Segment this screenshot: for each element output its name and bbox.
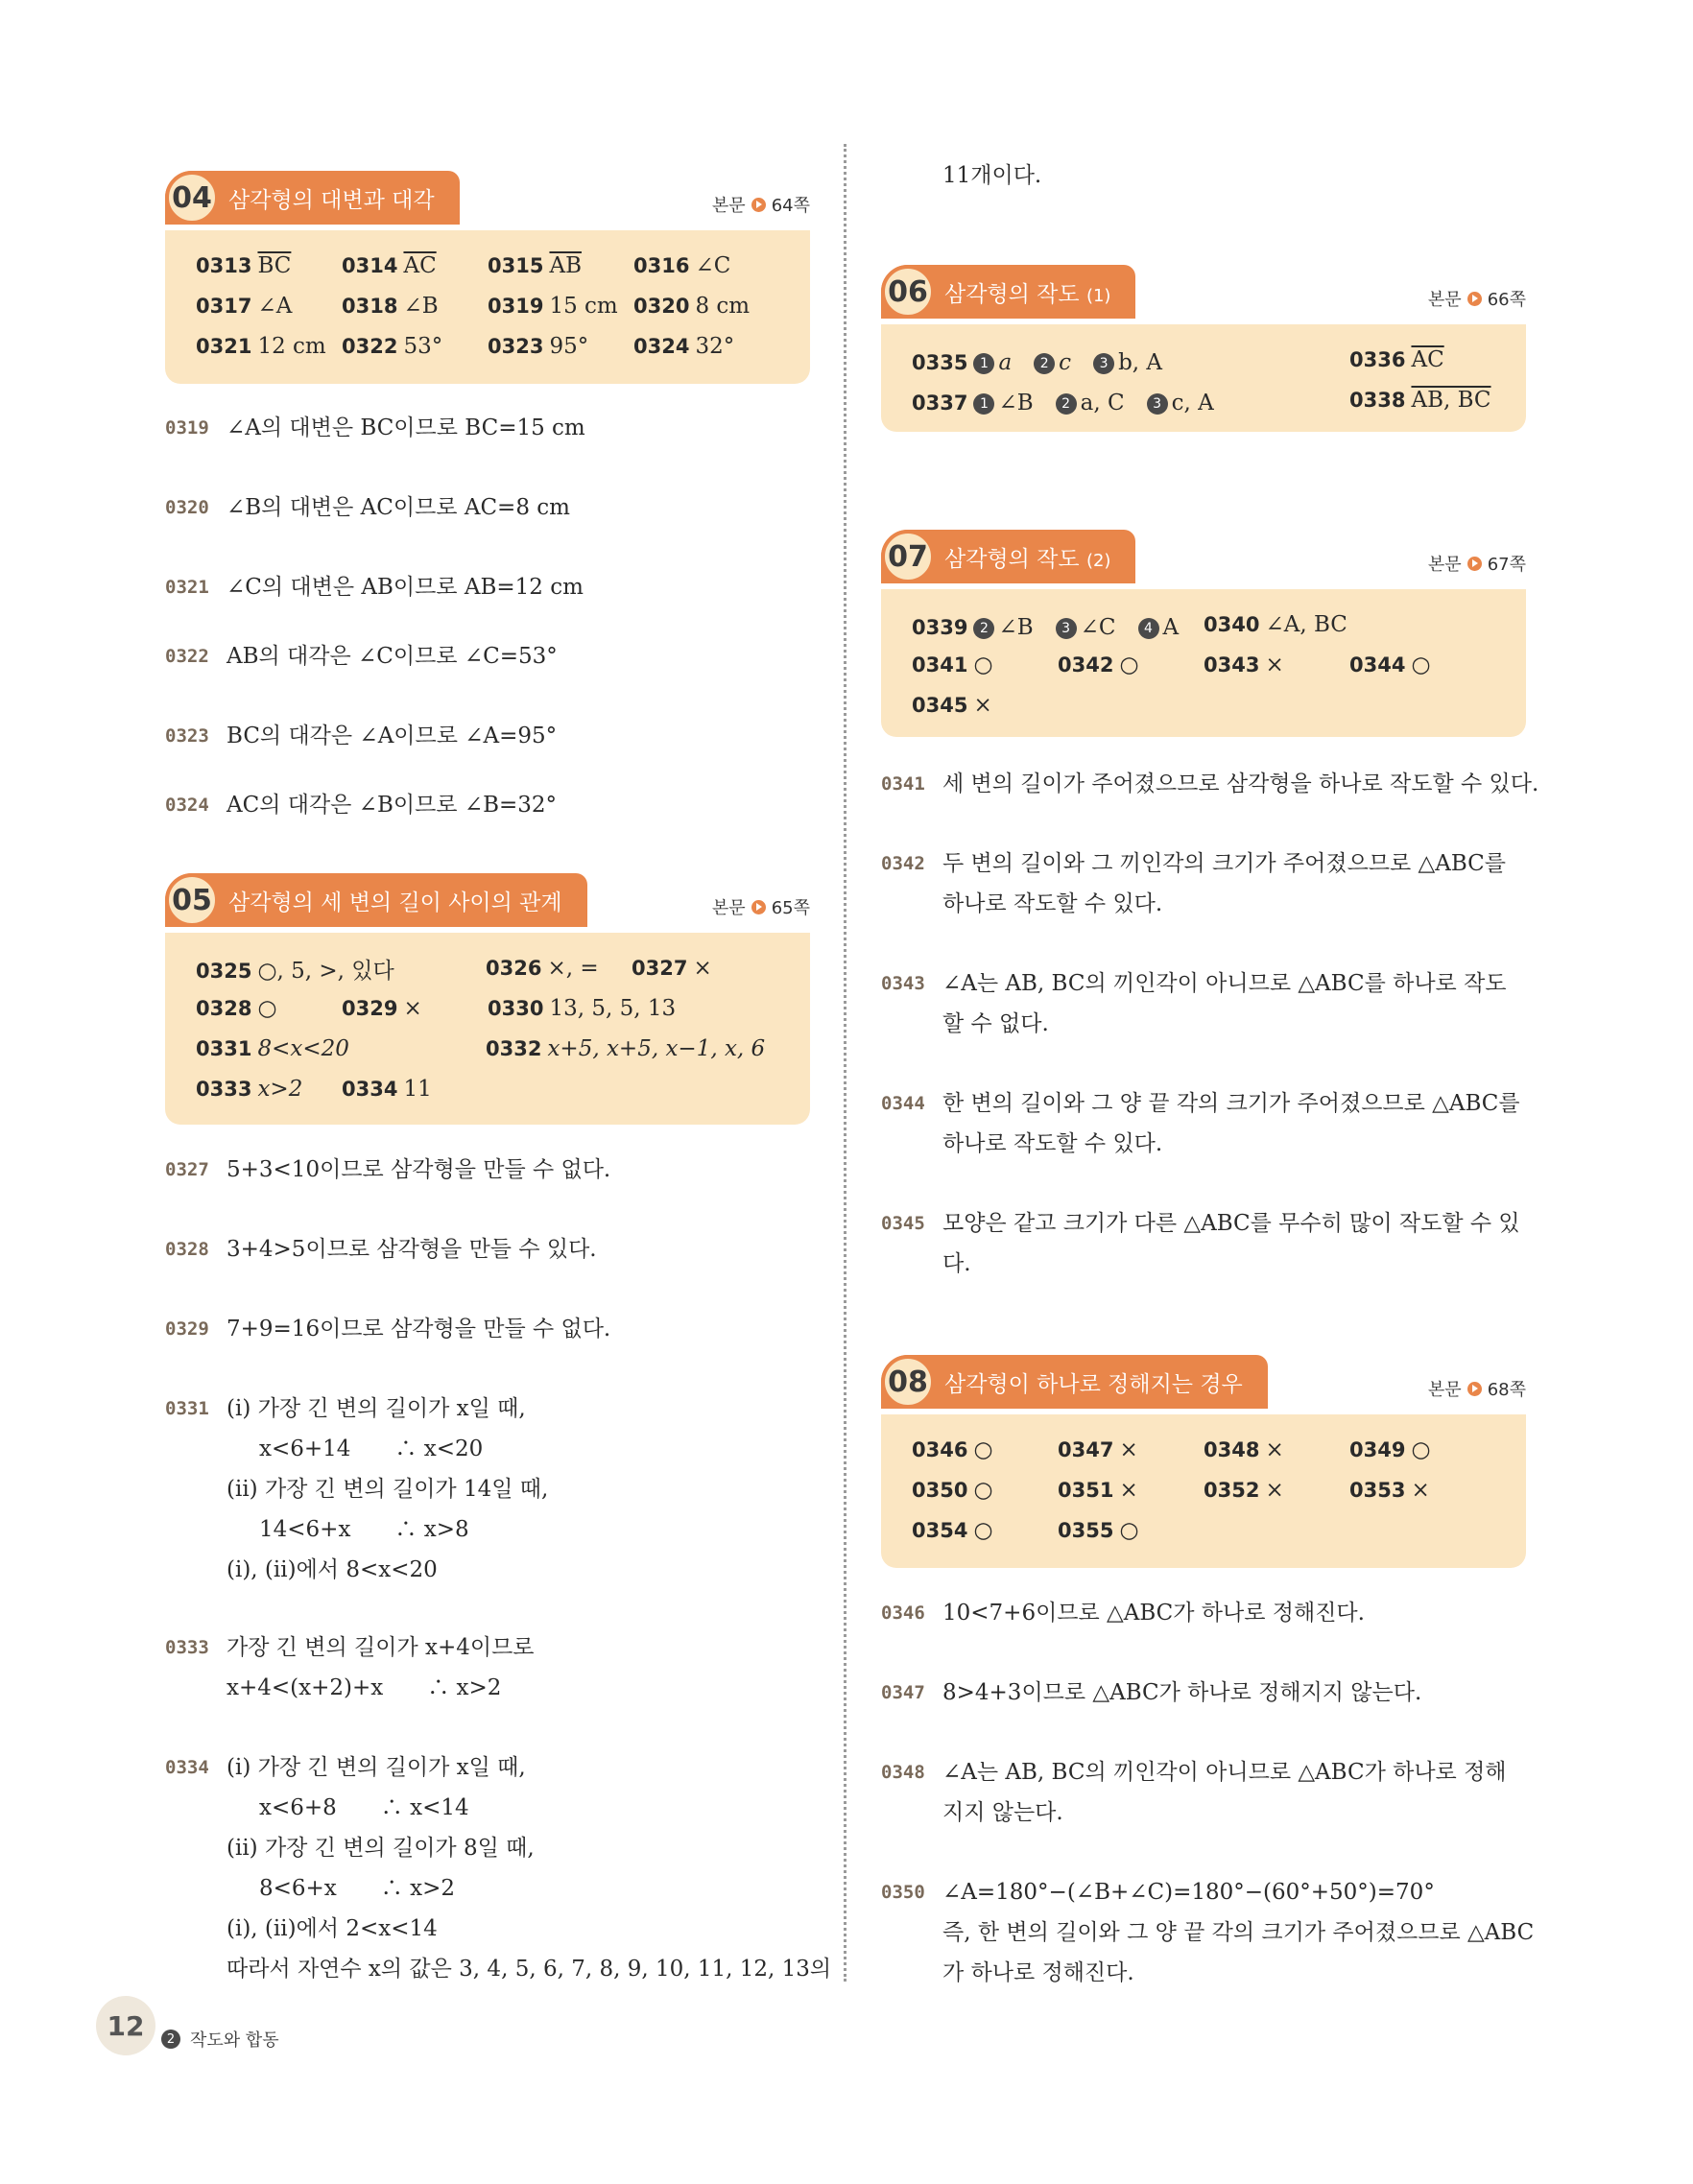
answer-box: [881, 1414, 1526, 1568]
textbook-page-ref: [1428, 286, 1526, 311]
ref-page: 65쪽: [771, 898, 810, 918]
problem-number: 0319: [488, 295, 544, 318]
solution-0341: [881, 764, 1539, 804]
solution-0344: [881, 1083, 1526, 1164]
answer-value: ×: [1411, 1478, 1430, 1503]
section-title: [944, 541, 1110, 573]
problem-number: 0346: [881, 1602, 925, 1624]
problem-number: 0331: [196, 1037, 252, 1060]
solution-0347: [881, 1673, 1526, 1713]
section-07: [881, 530, 1526, 737]
problem-number: 0347: [1058, 1438, 1114, 1461]
problem-number: 0345: [912, 694, 968, 717]
answer-row: [912, 1510, 1497, 1551]
solution-0320: [165, 487, 810, 528]
problem-number: 0349: [1349, 1438, 1406, 1461]
problem-number: 0313: [196, 254, 252, 277]
answer-value: ×: [1119, 1437, 1138, 1462]
answer-value: 15 cm: [549, 294, 618, 319]
section-number: 07: [881, 530, 935, 583]
problem-number: 0315: [488, 254, 544, 277]
solution-0319: [165, 408, 810, 448]
solution-line: (ⅰ) 가장 긴 변의 길이가 x일 때,: [227, 1755, 526, 1780]
solution-0346: [881, 1593, 1526, 1633]
solution-line: AC의 대각은 ∠B이므로 ∠B=32°: [227, 793, 558, 818]
answer-row: [196, 326, 781, 367]
answer-value: ○: [973, 653, 993, 677]
problem-number: 0355: [1058, 1519, 1114, 1542]
problem-number: 0323: [165, 725, 209, 747]
step-3-marker: 3: [1147, 393, 1168, 415]
answer-box: [165, 933, 810, 1125]
problem-number: 0346: [912, 1438, 968, 1461]
problem-number: 0342: [881, 853, 925, 874]
solution-line: (ⅰ), (ⅱ)에서 2<x<14: [227, 1916, 438, 1941]
problem-number: 0319: [165, 417, 209, 439]
solution-0334: [165, 1747, 832, 1989]
answer-value: A: [1162, 614, 1180, 640]
problem-number: 0334: [342, 1078, 398, 1101]
problem-number: 0340: [1204, 613, 1260, 636]
arrow-right-icon: [1467, 1382, 1482, 1396]
arrow-right-icon: [751, 900, 766, 914]
answer-value: ○: [973, 1518, 993, 1543]
solution-0327: [165, 1150, 810, 1190]
answer-value: ∠A, BC: [1265, 612, 1347, 637]
problem-number: 0327: [632, 957, 688, 980]
solution-line: 따라서 자연수 x의 값은 3, 4, 5, 6, 7, 8, 9, 10, 11, 12, 13의: [227, 1957, 832, 1982]
step-2-marker: 2: [1056, 393, 1077, 415]
section-title: 삼각형의 대변과 대각: [228, 187, 435, 213]
ref-prefix: 본문: [1427, 290, 1462, 310]
answer-value: ×: [1119, 1478, 1138, 1503]
page-number: 12: [96, 1996, 155, 2055]
solution-line: ∠C의 대변은 AB이므로 AB=12 cm: [227, 575, 584, 600]
solution-0348: [881, 1752, 1526, 1833]
section-title: 삼각형의 세 변의 길이 사이의 관계: [228, 890, 562, 915]
problem-number: 0342: [1058, 653, 1114, 677]
problem-number: 0321: [196, 335, 252, 358]
answer-value: $\overline{BC}$: [257, 253, 292, 278]
answer-value: AB, BC: [1411, 388, 1491, 413]
section-tab: [881, 530, 1135, 583]
solution-line: ∠A는 AB, BC의 끼인각이 아니므로 △ABC를 하나로 작도: [942, 971, 1507, 996]
problem-number: 0314: [342, 254, 398, 277]
ref-page: 67쪽: [1487, 555, 1526, 575]
solution-line: x<6+14 ∴ x<20: [259, 1436, 484, 1461]
problem-number: 0348: [1204, 1438, 1260, 1461]
textbook-page-ref: [1428, 1376, 1526, 1401]
problem-number: 0348: [881, 1762, 925, 1783]
solution-line: 3+4>5이므로 삼각형을 만들 수 있다.: [227, 1237, 597, 1262]
problem-number: 0341: [912, 653, 968, 677]
arrow-right-icon: [1467, 292, 1482, 306]
answer-value: ∠B: [403, 294, 439, 319]
problem-number: 0335: [912, 350, 968, 374]
answer-value: a, C: [1080, 390, 1125, 415]
problem-number: 0339: [912, 615, 968, 639]
section-title-text: 삼각형의 작도: [944, 546, 1080, 572]
problem-number: 0344: [1349, 653, 1406, 677]
problem-number: 0324: [633, 335, 690, 358]
solution-line: BC의 대각은 ∠A이므로 ∠A=95°: [227, 724, 558, 748]
answer-box: [165, 230, 810, 384]
answer-value: c, A: [1171, 390, 1214, 415]
arrow-right-icon: [1467, 557, 1482, 571]
problem-number: 0343: [881, 973, 925, 994]
answer-value: ×: [403, 996, 422, 1021]
problem-number: 0321: [165, 577, 209, 598]
problem-number: 0351: [1058, 1479, 1114, 1502]
solution-line: 7+9=16이므로 삼각형을 만들 수 없다.: [227, 1317, 611, 1341]
solution-line: (ⅰ) 가장 긴 변의 길이가 x일 때,: [227, 1396, 526, 1421]
answer-value: 11: [403, 1077, 432, 1102]
answer-row: [196, 1029, 781, 1069]
answer-value: ○: [973, 1478, 993, 1503]
section-title-sub: (1): [1085, 285, 1111, 306]
solution-line: 지지 않는다.: [942, 1800, 1063, 1825]
ref-prefix: 본문: [711, 898, 746, 918]
solution-line: 하나로 작도할 수 있다.: [942, 1131, 1163, 1156]
answer-value: ∠C: [695, 253, 731, 278]
step-3-marker: 3: [1056, 618, 1077, 639]
step-1-marker: 1: [973, 393, 994, 415]
problem-number: 0317: [196, 295, 252, 318]
step-1-marker: 1: [973, 353, 994, 374]
solution-line: ∠B의 대변은 AC이므로 AC=8 cm: [227, 495, 570, 520]
problem-number: 0353: [1349, 1479, 1406, 1502]
solution-0329: [165, 1309, 810, 1349]
answer-value: $\overline{AC}$: [1411, 347, 1444, 372]
answer-value: ○: [1119, 653, 1139, 677]
answer-row: [196, 948, 781, 988]
ref-page: 68쪽: [1487, 1380, 1526, 1400]
solution-continued: [881, 155, 1526, 196]
section-number: 04: [165, 171, 219, 225]
answer-value: x+5, x+5, x−1, x, 6: [547, 1036, 766, 1061]
textbook-page-ref: [1428, 551, 1526, 576]
solution-line: 한 변의 길이와 그 양 끝 각의 크기가 주어졌으므로 △ABC를: [942, 1091, 1520, 1116]
answer-row: [912, 645, 1497, 685]
solution-0345: [881, 1203, 1526, 1284]
answer-box: [881, 589, 1526, 737]
answer-value: 53°: [403, 334, 443, 359]
section-tab: [165, 873, 587, 927]
arrow-right-icon: [751, 198, 766, 212]
answer-value: ×, =: [547, 956, 599, 981]
answer-row: [912, 1430, 1497, 1470]
solution-0343: [881, 963, 1526, 1044]
answer-value: 13, 5, 5, 13: [549, 996, 677, 1021]
answer-value: ×: [1265, 653, 1284, 677]
answer-value: c: [1059, 349, 1072, 375]
ref-page: 64쪽: [771, 196, 810, 216]
problem-number: 0329: [165, 1318, 209, 1340]
solution-line: (ⅰ), (ⅱ)에서 8<x<20: [227, 1557, 438, 1582]
section-title: [944, 276, 1110, 308]
section-06: [881, 265, 1526, 432]
section-tab: [165, 171, 460, 225]
answer-value: ∠B: [998, 614, 1034, 640]
problem-number: 0331: [165, 1398, 209, 1419]
solution-line: (ⅱ) 가장 긴 변의 길이가 14일 때,: [227, 1477, 549, 1502]
solution-line: 11개이다.: [942, 163, 1042, 188]
answer-value: ×: [693, 956, 712, 981]
page-footer: [96, 1996, 279, 2055]
textbook-page-ref: [712, 894, 810, 919]
section-number: 08: [881, 1355, 935, 1409]
solution-line: 하나로 작도할 수 있다.: [942, 891, 1163, 916]
answer-value: ○: [1411, 1437, 1431, 1462]
ref-prefix: 본문: [1427, 1380, 1462, 1400]
answer-value: ×: [1265, 1478, 1284, 1503]
answer-value: x>2: [257, 1077, 303, 1102]
solution-line: (ⅱ) 가장 긴 변의 길이가 8일 때,: [227, 1836, 535, 1861]
problem-number: 0334: [165, 1757, 209, 1778]
answer-row: [196, 286, 781, 326]
solution-0328: [165, 1229, 810, 1270]
problem-number: 0320: [165, 497, 209, 518]
problem-number: 0322: [342, 335, 398, 358]
ref-prefix: 본문: [711, 196, 746, 216]
answer-value: ∠B: [998, 390, 1034, 415]
step-2-marker: 2: [1034, 353, 1055, 374]
answer-row: [196, 988, 781, 1029]
section-number: 05: [165, 873, 219, 927]
problem-number: 0328: [165, 1239, 209, 1260]
solution-0333: [165, 1627, 810, 1708]
answer-value: $\overline{AC}$: [403, 253, 437, 278]
problem-number: 0320: [633, 295, 690, 318]
answer-row: [912, 380, 1497, 420]
step-4-marker: 4: [1138, 618, 1159, 639]
answer-value: 12 cm: [257, 334, 326, 359]
answer-value: 95°: [549, 334, 589, 359]
step-3-marker: 3: [1093, 353, 1114, 374]
problem-number: 0344: [881, 1093, 925, 1114]
solution-line: 가 하나로 정해진다.: [942, 1960, 1134, 1985]
section-title: 삼각형이 하나로 정해지는 경우: [944, 1371, 1243, 1397]
section-tab: [881, 1355, 1268, 1409]
answer-row: [912, 605, 1497, 645]
answer-row: [196, 1069, 781, 1109]
solution-0321: [165, 567, 810, 607]
section-tab: [881, 265, 1135, 319]
chapter-label: [161, 2027, 279, 2052]
problem-number: 0333: [196, 1078, 252, 1101]
textbook-page-ref: [712, 192, 810, 217]
solution-line: ∠A=180°−(∠B+∠C)=180°−(60°+50°)=70°: [942, 1880, 1435, 1905]
section-number: 06: [881, 265, 935, 319]
answer-row: [912, 340, 1497, 380]
answer-value: $\overline{AB}$: [549, 253, 582, 278]
solution-0350: [881, 1872, 1535, 1993]
problem-number: 0337: [912, 391, 968, 415]
problem-number: 0318: [342, 295, 398, 318]
answer-value: ○: [973, 1437, 993, 1462]
problem-number: 0350: [912, 1479, 968, 1502]
solution-line: x<6+8 ∴ x<14: [259, 1795, 469, 1820]
solution-line: 8>4+3이므로 △ABC가 하나로 정해지지 않는다.: [942, 1680, 1422, 1705]
solution-0323: [165, 716, 810, 756]
ref-page: 66쪽: [1487, 290, 1526, 310]
problem-number: 0316: [633, 254, 690, 277]
problem-number: 0328: [196, 997, 252, 1020]
problem-number: 0333: [165, 1637, 209, 1658]
answer-value: b, A: [1118, 349, 1163, 375]
answer-value: 8 cm: [695, 294, 751, 319]
answer-row: [196, 246, 781, 286]
solution-0324: [165, 785, 810, 825]
problem-number: 0323: [488, 335, 544, 358]
solution-line: 가장 긴 변의 길이가 x+4이므로: [227, 1635, 535, 1660]
problem-number: 0325: [196, 959, 252, 983]
chapter-title: 작도와 합동: [190, 2030, 279, 2051]
problem-number: 0326: [486, 957, 542, 980]
solution-line: x+4<(x+2)+x ∴ x>2: [227, 1675, 502, 1700]
answer-box: [881, 324, 1526, 432]
answer-value: ∠A: [257, 294, 293, 319]
section-08: [881, 1355, 1526, 1568]
ref-prefix: 본문: [1427, 555, 1462, 575]
problem-number: 0322: [165, 646, 209, 667]
problem-number: 0345: [881, 1213, 925, 1234]
problem-number: 0327: [165, 1159, 209, 1180]
section-title-text: 삼각형의 작도: [944, 281, 1080, 307]
problem-number: 0332: [486, 1037, 542, 1060]
section-04: [165, 171, 810, 384]
chapter-marker: 2: [161, 2030, 180, 2049]
answer-value: ×: [1265, 1437, 1284, 1462]
answer-row: [912, 1470, 1497, 1510]
solution-line: 모양은 같고 크기가 다른 △ABC를 무수히 많이 작도할 수 있: [942, 1211, 1520, 1236]
solution-line: 8<6+x ∴ x>2: [259, 1876, 455, 1901]
answer-row: [912, 685, 1497, 725]
problem-number: 0336: [1349, 348, 1406, 371]
answer-value: ○, 5, >, 있다: [257, 958, 394, 984]
problem-number: 0329: [342, 997, 398, 1020]
section-05: [165, 873, 810, 1125]
column-divider: [844, 144, 846, 1982]
problem-number: 0352: [1204, 1479, 1260, 1502]
solution-line: ∠A의 대변은 BC이므로 BC=15 cm: [227, 415, 585, 440]
section-title-sub: (2): [1085, 550, 1111, 571]
answer-value: ×: [973, 693, 992, 718]
answer-value: 8<x<20: [257, 1036, 349, 1061]
solution-line: 14<6+x ∴ x>8: [259, 1517, 469, 1542]
problem-number: 0350: [881, 1882, 925, 1903]
solution-line: 즉, 한 변의 길이와 그 양 끝 각의 크기가 주어졌으므로 △ABC: [942, 1920, 1535, 1945]
problem-number: 0330: [488, 997, 544, 1020]
problem-number: 0347: [881, 1682, 925, 1703]
solution-line: 다.: [942, 1251, 971, 1276]
solution-line: 5+3<10이므로 삼각형을 만들 수 없다.: [227, 1157, 611, 1182]
solution-line: 할 수 없다.: [942, 1011, 1049, 1036]
problem-number: 0354: [912, 1519, 968, 1542]
answer-value: a: [998, 349, 1013, 375]
answer-value: ○: [1411, 653, 1431, 677]
solution-line: 세 변의 길이가 주어졌으므로 삼각형을 하나로 작도할 수 있다.: [942, 772, 1539, 796]
solution-0331: [165, 1389, 810, 1590]
solution-line: 두 변의 길이와 그 끼인각의 크기가 주어졌으므로 △ABC를: [942, 851, 1506, 876]
step-2-marker: 2: [973, 618, 994, 639]
solution-0342: [881, 843, 1526, 924]
answer-value: ○: [1119, 1518, 1139, 1543]
solution-line: 10<7+6이므로 △ABC가 하나로 정해진다.: [942, 1601, 1365, 1626]
answer-value: ○: [257, 996, 277, 1021]
solution-line: ∠A는 AB, BC의 끼인각이 아니므로 △ABC가 하나로 정해: [942, 1760, 1507, 1785]
solution-0322: [165, 636, 810, 677]
problem-number: 0341: [881, 773, 925, 795]
solution-line: AB의 대각은 ∠C이므로 ∠C=53°: [227, 644, 558, 669]
problem-number: 0343: [1204, 653, 1260, 677]
problem-number: 0324: [165, 795, 209, 816]
problem-number: 0338: [1349, 389, 1406, 412]
answer-value: 32°: [695, 334, 735, 359]
answer-value: ∠C: [1080, 614, 1116, 640]
